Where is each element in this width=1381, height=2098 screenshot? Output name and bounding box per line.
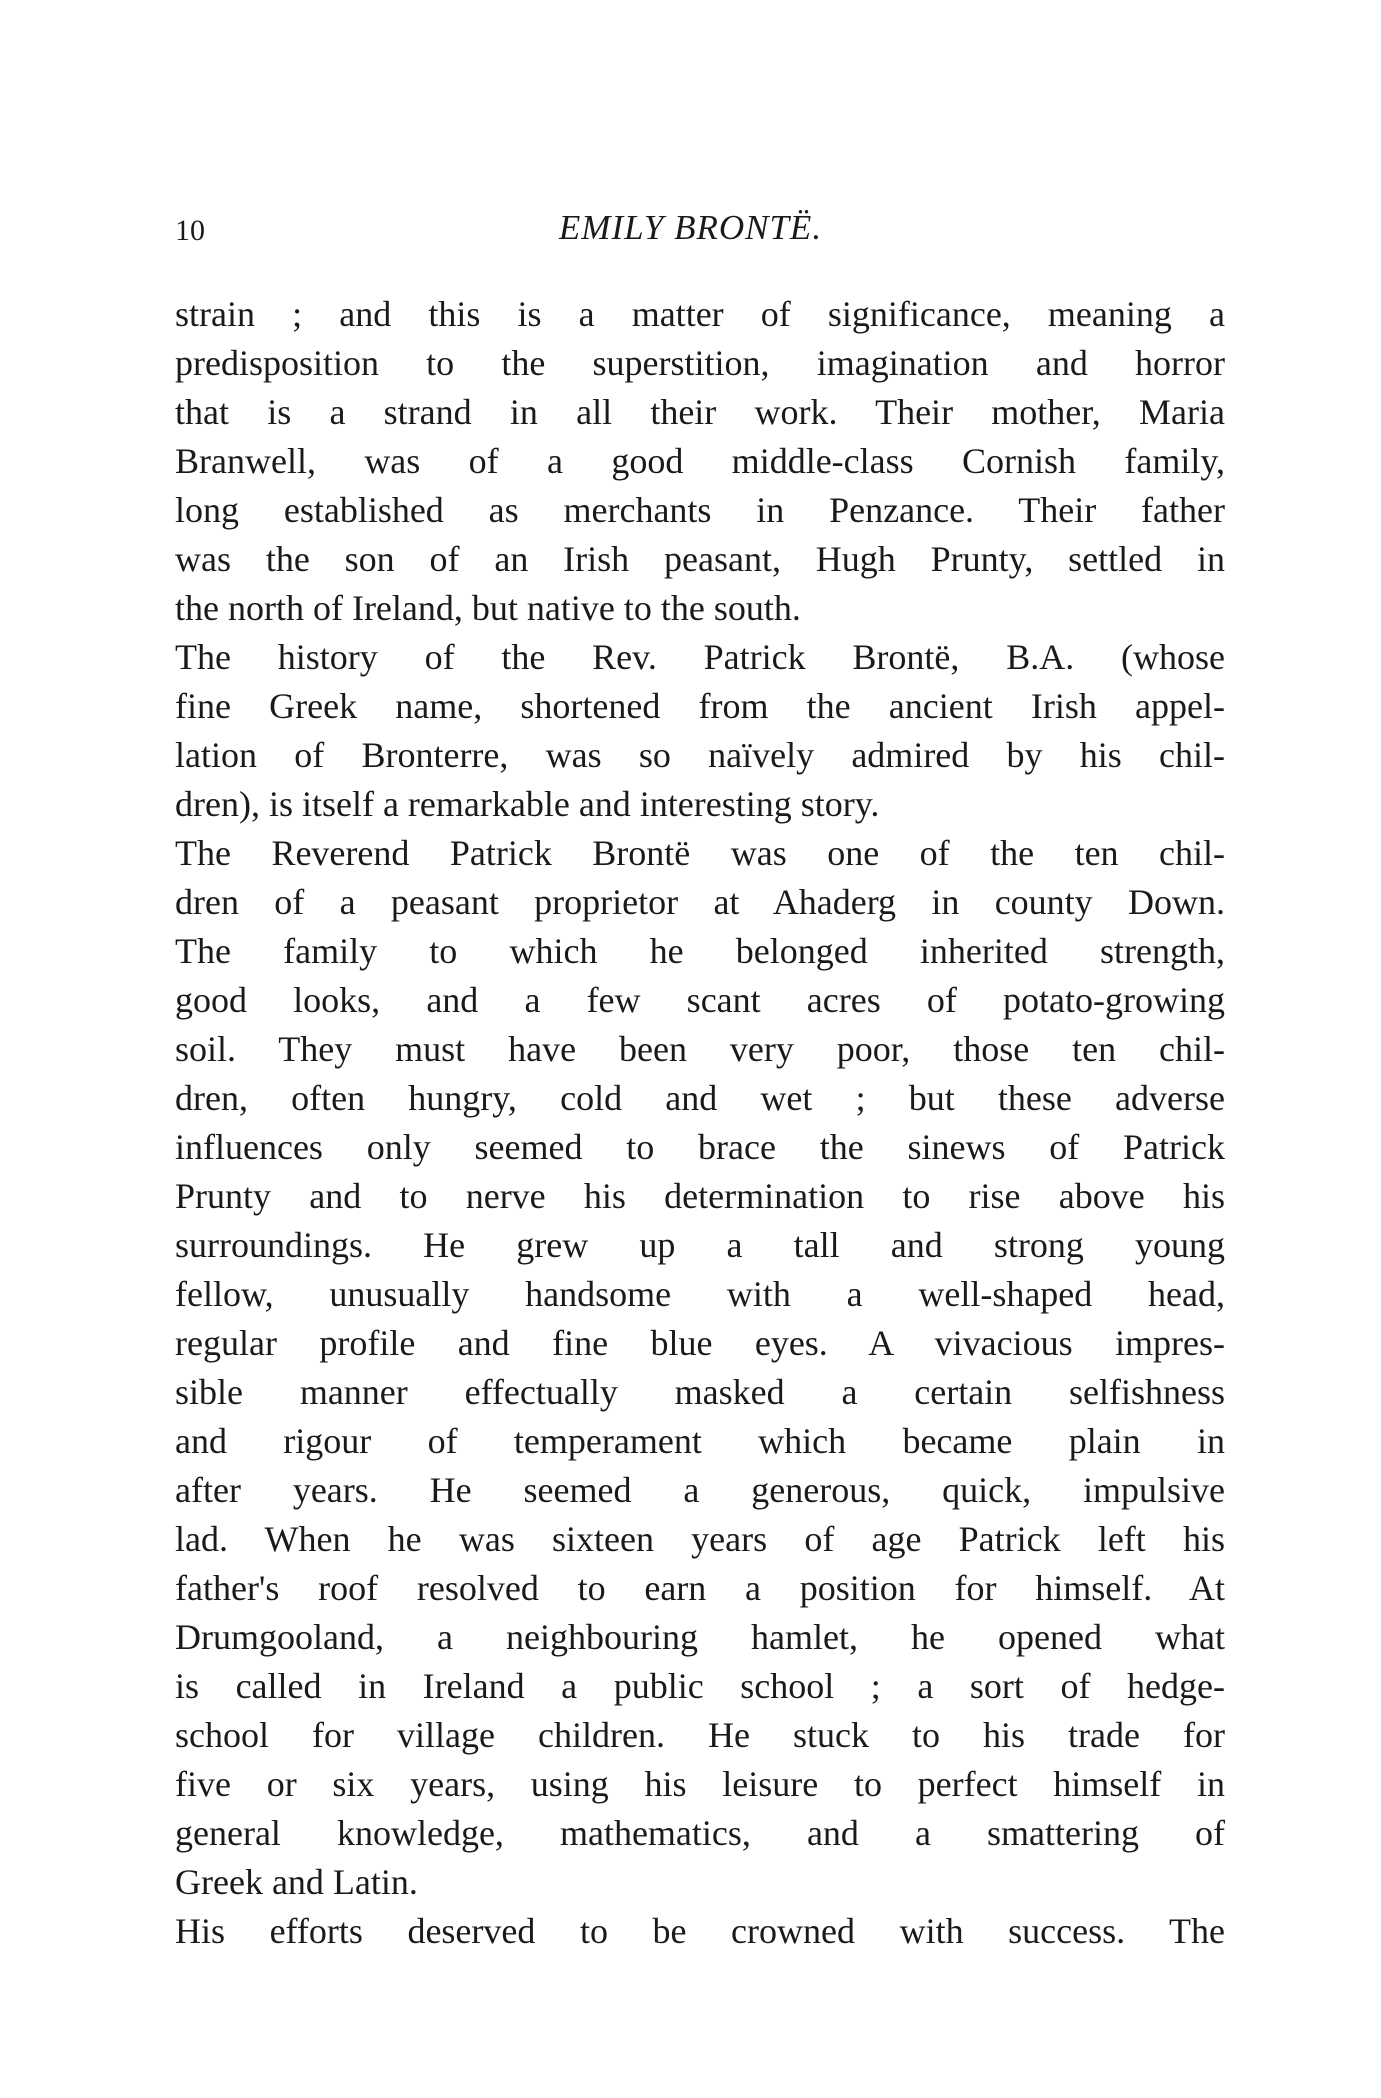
text-line: that is a strand in all their work. Their mother, Maria	[175, 392, 1225, 432]
page-number: 10	[175, 214, 205, 247]
text-line: school for village children. He stuck to his trade for	[175, 1715, 1225, 1755]
text-line: fine Greek name, shortened from the ancient Irish appel-	[175, 686, 1225, 726]
running-title: EMILY BRONTË.	[558, 208, 823, 247]
text-line: regular profile and fine blue eyes. A vivacious impres-	[175, 1323, 1225, 1363]
text-line: Greek and Latin.	[175, 1862, 418, 1902]
text-line: lation of Bronterre, was so naïvely admired by his chil-	[175, 735, 1225, 775]
text-line: and rigour of temperament which became plain in	[175, 1421, 1225, 1461]
text-line: dren), is itself a remarkable and interesting story.	[175, 784, 880, 824]
text-line: long established as merchants in Penzance. Their father	[175, 490, 1225, 530]
text-line: general knowledge, mathematics, and a smattering of	[175, 1813, 1225, 1853]
text-line: Drumgooland, a neighbouring hamlet, he opened what	[175, 1617, 1225, 1657]
text-line: lad. When he was sixteen years of age Patrick left his	[175, 1519, 1225, 1559]
text-line: influences only seemed to brace the sinews of Patrick	[175, 1127, 1225, 1167]
text-line: fellow, unusually handsome with a well-shaped head,	[175, 1274, 1225, 1314]
text-line: soil. They must have been very poor, those ten chil-	[175, 1029, 1225, 1069]
text-line: Branwell, was of a good middle-class Cornish family,	[175, 441, 1225, 481]
text-line: five or six years, using his leisure to perfect himself in	[175, 1764, 1225, 1804]
text-line: His efforts deserved to be crowned with success. The	[175, 1911, 1225, 1951]
text-line: Prunty and to nerve his determination to rise above his	[175, 1176, 1225, 1216]
text-line: The family to which he belonged inherited strength,	[175, 931, 1225, 971]
text-line: predisposition to the superstition, imagination and horror	[175, 343, 1225, 383]
text-line: dren, often hungry, cold and wet ; but these adverse	[175, 1078, 1225, 1118]
text-line: The history of the Rev. Patrick Brontë, B.A. (whose	[175, 637, 1225, 677]
text-line: strain ; and this is a matter of significance, meaning a	[175, 294, 1225, 334]
body-text	[175, 290, 1225, 1956]
text-line: is called in Ireland a public school ; a sort of hedge-	[175, 1666, 1225, 1706]
text-line: was the son of an Irish peasant, Hugh Prunty, settled in	[175, 539, 1225, 579]
text-line: The Reverend Patrick Brontë was one of the ten chil-	[175, 833, 1225, 873]
text-line: father's roof resolved to earn a position for himself. At	[175, 1568, 1225, 1608]
text-line: surroundings. He grew up a tall and strong young	[175, 1225, 1225, 1265]
text-line: dren of a peasant proprietor at Ahaderg in county Down.	[175, 882, 1225, 922]
text-line: after years. He seemed a generous, quick, impulsive	[175, 1470, 1225, 1510]
text-line: the north of Ireland, but native to the south.	[175, 588, 801, 628]
text-line: sible manner effectually masked a certain selfishness	[175, 1372, 1225, 1412]
text-line: good looks, and a few scant acres of potato-growing	[175, 980, 1225, 1020]
